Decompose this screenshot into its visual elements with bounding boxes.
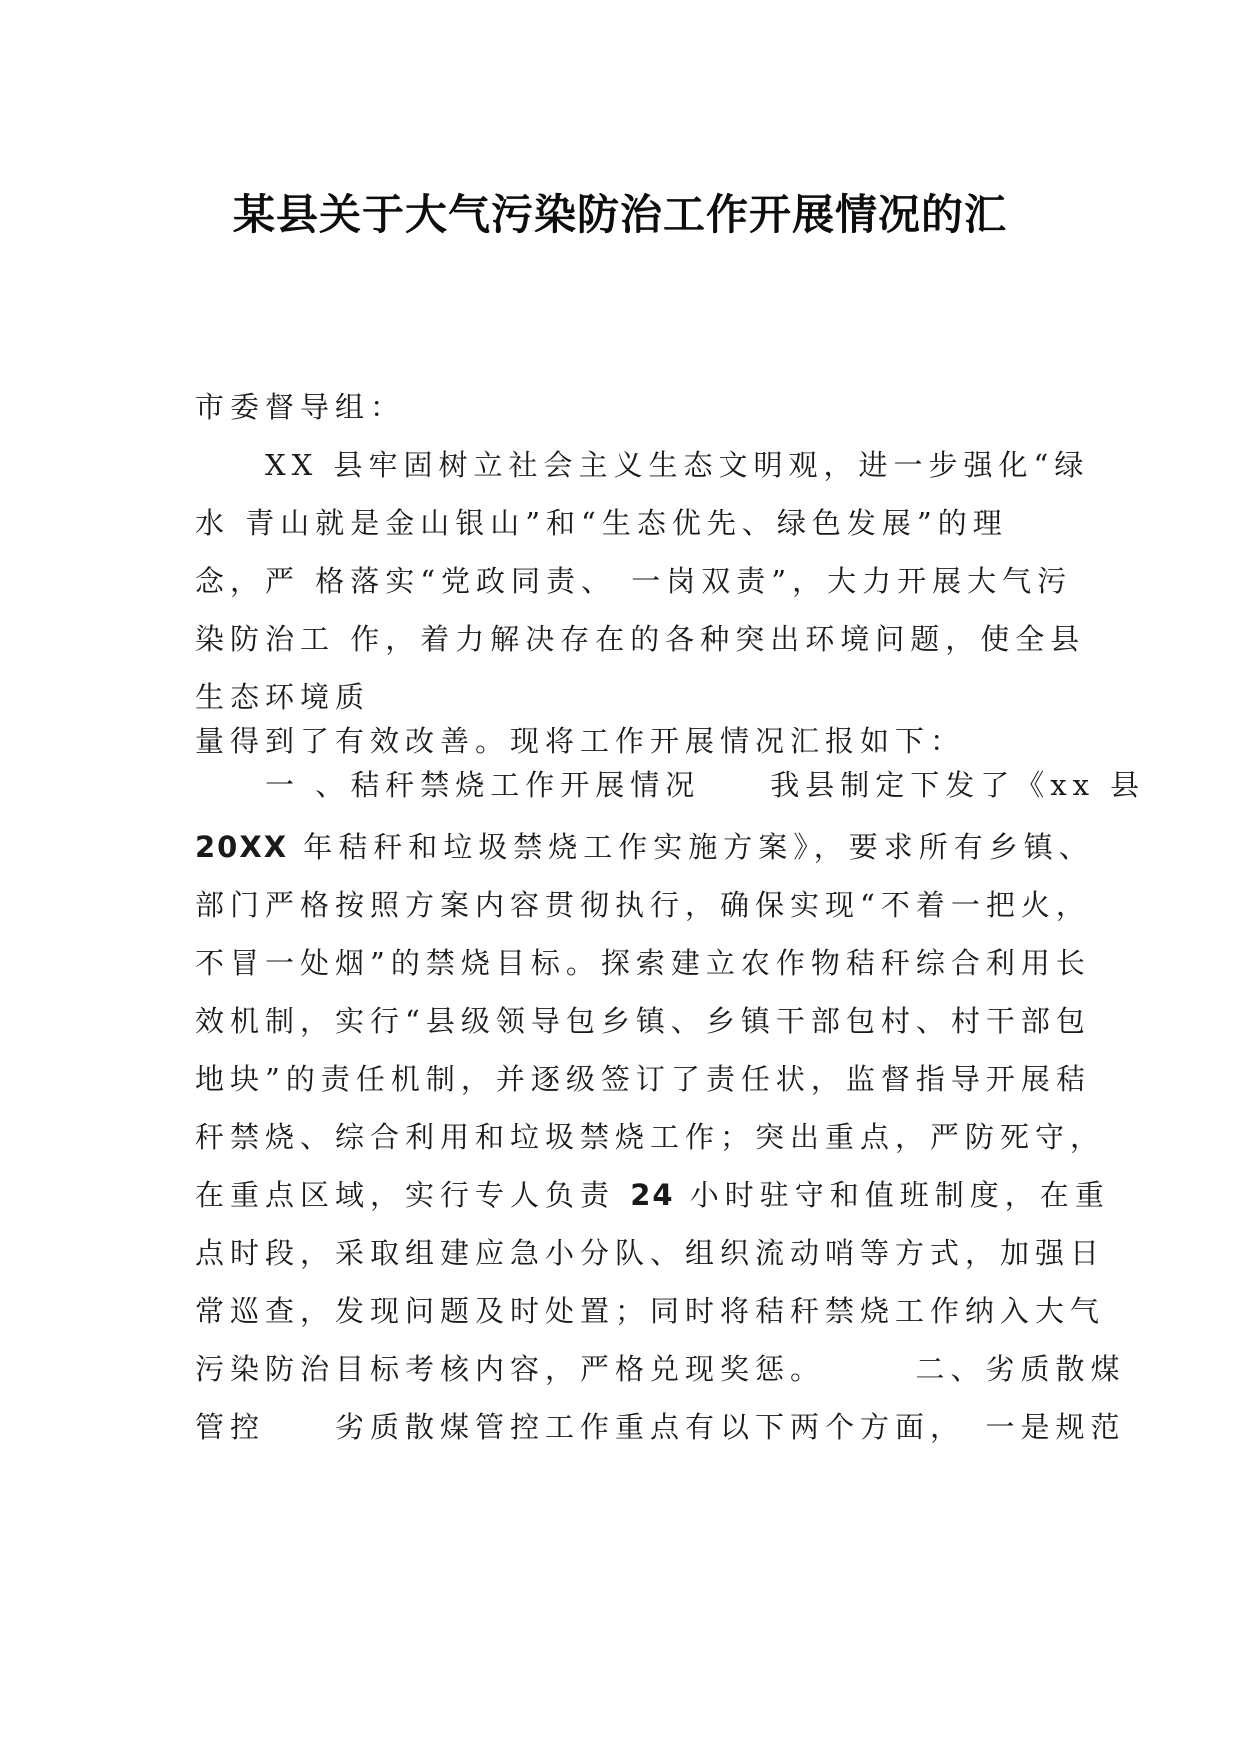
year-text: 20XX	[195, 830, 289, 864]
section-heading-line: 一 、秸秆禁烧工作开展情况 我县制定下发了《xx 县	[195, 768, 1146, 802]
body-line: 部门严格按照方案内容贯彻执行，确保实现“不着一把火，	[195, 888, 1091, 922]
body-line: 水 青山就是金山银山”和“生态优先、绿色发展”的理	[195, 506, 1008, 540]
body-line: 不冒一处烟”的禁烧目标。探索建立农作物秸秆综合利用长	[195, 946, 1091, 980]
body-line	[195, 818, 1094, 876]
body-line: 秆禁烧、综合利用和垃圾禁烧工作；突出重点，严防死守，	[195, 1120, 1106, 1154]
hours-number: 24	[630, 1178, 675, 1212]
salutation: 市委督导组：	[195, 390, 406, 424]
body-line: 染防治工 作，着力解决存在的各种突出环境问题，使全县	[195, 622, 1086, 656]
body-line: 生态环境质	[195, 680, 371, 714]
body-line: 效机制，实行“县级领导包乡镇、乡镇干部包村、村干部包	[195, 1004, 1091, 1038]
body-line: 念，严 格落实“党政同责、 一岗双责”，大力开展大气污	[195, 564, 1073, 598]
body-line: 管控 劣质散煤管控工作重点有以下两个方面， 一是规范	[195, 1410, 1126, 1444]
document-title: 某县关于大气污染防治工作开展情况的汇	[232, 190, 1007, 239]
body-text: 小时驻守和值班制度，在重	[674, 1178, 1110, 1212]
body-line: XX 县牢固树立社会主义生态文明观，进一步强化“绿	[195, 448, 1090, 482]
body-line: 污染防治目标考核内容，严格兑现奖惩。 二、劣质散煤	[195, 1352, 1126, 1386]
body-text: 在重点区域，实行专人负责	[195, 1178, 631, 1212]
body-line: 地块”的责任机制，并逐级签订了责任状，监督指导开展秸	[195, 1062, 1091, 1096]
body-line	[195, 1166, 1110, 1224]
body-line: 点时段，采取组建应急小分队、组织流动哨等方式，加强日	[195, 1236, 1106, 1270]
body-text: 年秸秆和垃圾禁烧工作实施方案》，要求所有乡镇、	[288, 830, 1094, 864]
document-body	[195, 378, 1146, 1456]
body-line: 常巡查，发现问题及时处置；同时将秸秆禁烧工作纳入大气	[195, 1294, 1106, 1328]
body-line: 量得到了有效改善。现将工作开展情况汇报如下：	[195, 724, 966, 758]
